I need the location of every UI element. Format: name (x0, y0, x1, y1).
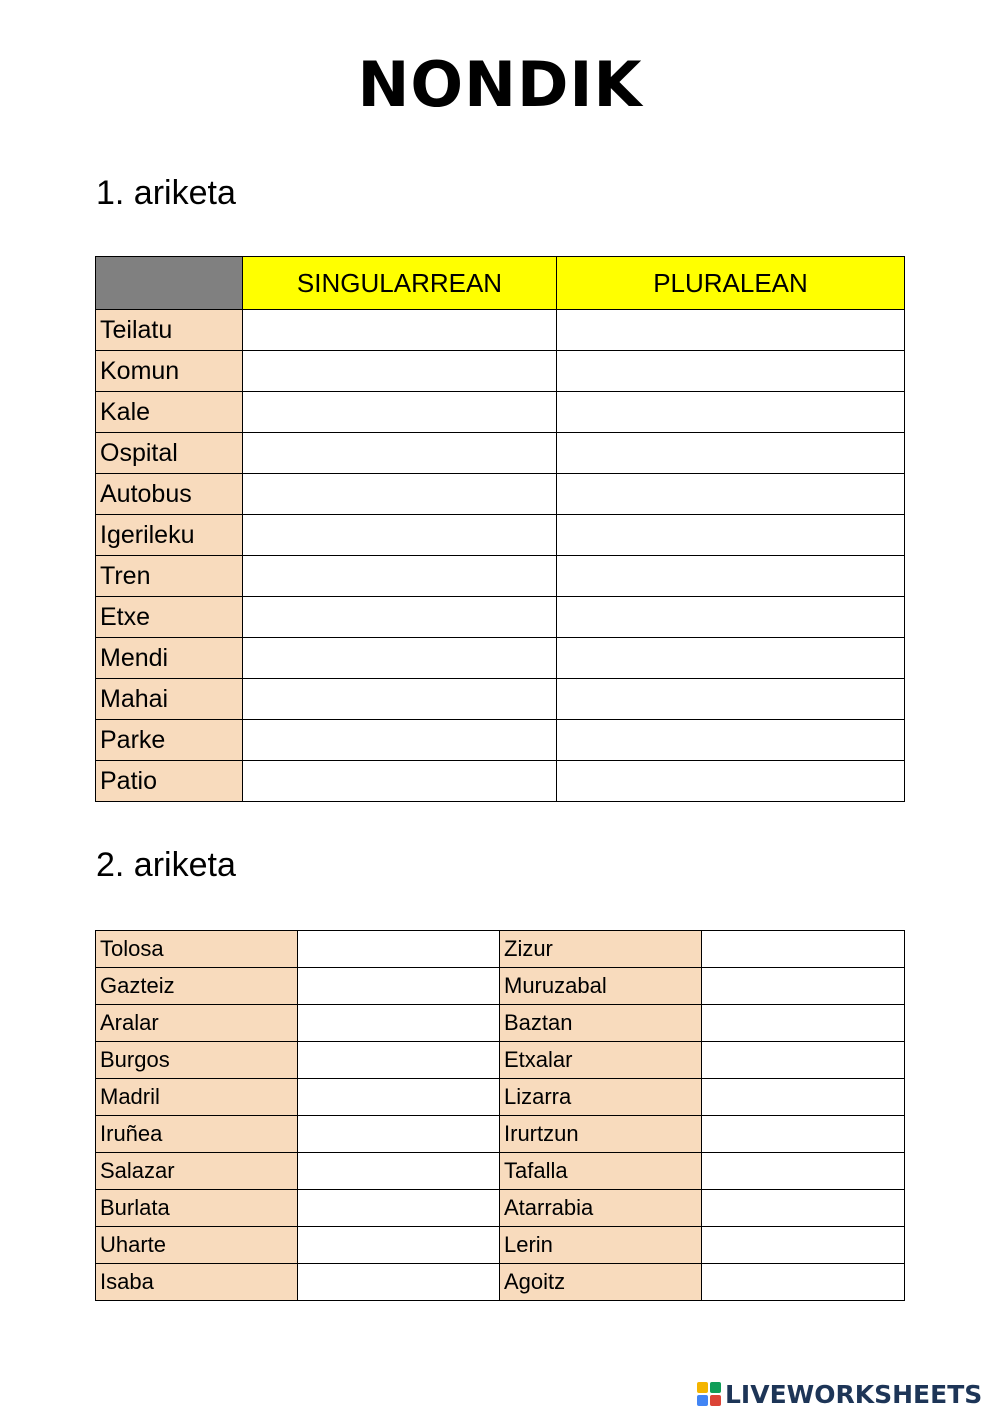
page-title: NONDIK (357, 48, 643, 121)
place-name-cell: Atarrabia (500, 1190, 702, 1227)
plural-answer-cell[interactable] (557, 556, 905, 597)
place-name-cell: Muruzabal (500, 968, 702, 1005)
table-row (96, 1227, 905, 1264)
table-row (96, 968, 905, 1005)
singular-answer-cell[interactable] (243, 310, 557, 351)
singular-answer-cell[interactable] (243, 515, 557, 556)
table-row (96, 720, 905, 761)
word-cell: Ospital (96, 433, 243, 474)
table-row (96, 597, 905, 638)
table-row (96, 1264, 905, 1301)
word-cell: Autobus (96, 474, 243, 515)
table-row (96, 392, 905, 433)
singular-answer-cell[interactable] (243, 597, 557, 638)
logo-mark-icon (697, 1382, 721, 1406)
word-cell: Etxe (96, 597, 243, 638)
logo-square-1 (697, 1382, 708, 1393)
singular-answer-cell[interactable] (243, 351, 557, 392)
table-row (96, 351, 905, 392)
liveworksheets-logo (697, 1378, 982, 1410)
section-2-title: 2. ariketa (96, 846, 236, 884)
singular-answer-cell[interactable] (243, 679, 557, 720)
table-row (96, 433, 905, 474)
table-row (96, 1153, 905, 1190)
place-name-cell: Isaba (96, 1264, 298, 1301)
place-name-cell: Lerin (500, 1227, 702, 1264)
plural-answer-cell[interactable] (557, 515, 905, 556)
plural-answer-cell[interactable] (557, 310, 905, 351)
exercise-2-table (95, 930, 905, 1301)
table-row (96, 310, 905, 351)
table-row (96, 931, 905, 968)
place-name-cell: Burlata (96, 1190, 298, 1227)
word-cell: Mahai (96, 679, 243, 720)
answer-cell[interactable] (298, 968, 500, 1005)
word-cell: Komun (96, 351, 243, 392)
answer-cell[interactable] (702, 1005, 905, 1042)
place-name-cell: Iruñea (96, 1116, 298, 1153)
table-row (96, 761, 905, 802)
plural-answer-cell[interactable] (557, 720, 905, 761)
answer-cell[interactable] (298, 1005, 500, 1042)
plural-answer-cell[interactable] (557, 474, 905, 515)
answer-cell[interactable] (298, 1153, 500, 1190)
logo-square-2 (710, 1382, 721, 1393)
word-cell: Teilatu (96, 310, 243, 351)
answer-cell[interactable] (702, 1153, 905, 1190)
place-name-cell: Baztan (500, 1005, 702, 1042)
place-name-cell: Gazteiz (96, 968, 298, 1005)
place-name-cell: Tolosa (96, 931, 298, 968)
answer-cell[interactable] (702, 1264, 905, 1301)
section-1-title: 1. ariketa (96, 174, 236, 212)
singular-answer-cell[interactable] (243, 720, 557, 761)
exercise-1-header-row (96, 257, 905, 310)
word-cell: Igerileku (96, 515, 243, 556)
plural-answer-cell[interactable] (557, 761, 905, 802)
singular-answer-cell[interactable] (243, 556, 557, 597)
singular-answer-cell[interactable] (243, 761, 557, 802)
answer-cell[interactable] (702, 1042, 905, 1079)
place-name-cell: Etxalar (500, 1042, 702, 1079)
singular-answer-cell[interactable] (243, 392, 557, 433)
table-row (96, 515, 905, 556)
place-name-cell: Burgos (96, 1042, 298, 1079)
answer-cell[interactable] (702, 1116, 905, 1153)
table-row (96, 1005, 905, 1042)
answer-cell[interactable] (298, 1079, 500, 1116)
singular-answer-cell[interactable] (243, 638, 557, 679)
plural-answer-cell[interactable] (557, 351, 905, 392)
table-row (96, 1116, 905, 1153)
answer-cell[interactable] (702, 1079, 905, 1116)
word-cell: Parke (96, 720, 243, 761)
singular-answer-cell[interactable] (243, 474, 557, 515)
place-name-cell: Lizarra (500, 1079, 702, 1116)
plural-answer-cell[interactable] (557, 679, 905, 720)
answer-cell[interactable] (298, 931, 500, 968)
plural-answer-cell[interactable] (557, 638, 905, 679)
plural-answer-cell[interactable] (557, 433, 905, 474)
word-cell: Tren (96, 556, 243, 597)
header-singular: SINGULARREAN (243, 257, 557, 310)
table-row (96, 556, 905, 597)
table-row (96, 1042, 905, 1079)
word-cell: Mendi (96, 638, 243, 679)
singular-answer-cell[interactable] (243, 433, 557, 474)
place-name-cell: Irurtzun (500, 1116, 702, 1153)
place-name-cell: Zizur (500, 931, 702, 968)
place-name-cell: Aralar (96, 1005, 298, 1042)
header-plural: PLURALEAN (557, 257, 905, 310)
answer-cell[interactable] (298, 1190, 500, 1227)
plural-answer-cell[interactable] (557, 597, 905, 638)
answer-cell[interactable] (702, 1227, 905, 1264)
answer-cell[interactable] (702, 931, 905, 968)
table-row (96, 1190, 905, 1227)
word-cell: Patio (96, 761, 243, 802)
answer-cell[interactable] (702, 968, 905, 1005)
word-cell: Kale (96, 392, 243, 433)
logo-square-3 (697, 1395, 708, 1406)
header-corner-cell (96, 257, 243, 310)
place-name-cell: Agoitz (500, 1264, 702, 1301)
place-name-cell: Tafalla (500, 1153, 702, 1190)
table-row (96, 1079, 905, 1116)
answer-cell[interactable] (702, 1190, 905, 1227)
answer-cell[interactable] (298, 1264, 500, 1301)
plural-answer-cell[interactable] (557, 392, 905, 433)
logo-square-4 (710, 1395, 721, 1406)
table-row (96, 679, 905, 720)
table-row (96, 638, 905, 679)
table-row (96, 474, 905, 515)
answer-cell[interactable] (298, 1116, 500, 1153)
answer-cell[interactable] (298, 1042, 500, 1079)
place-name-cell: Salazar (96, 1153, 298, 1190)
answer-cell[interactable] (298, 1227, 500, 1264)
exercise-1-table (95, 256, 905, 802)
logo-text: LIVEWORKSHEETS (725, 1379, 983, 1409)
place-name-cell: Madril (96, 1079, 298, 1116)
place-name-cell: Uharte (96, 1227, 298, 1264)
